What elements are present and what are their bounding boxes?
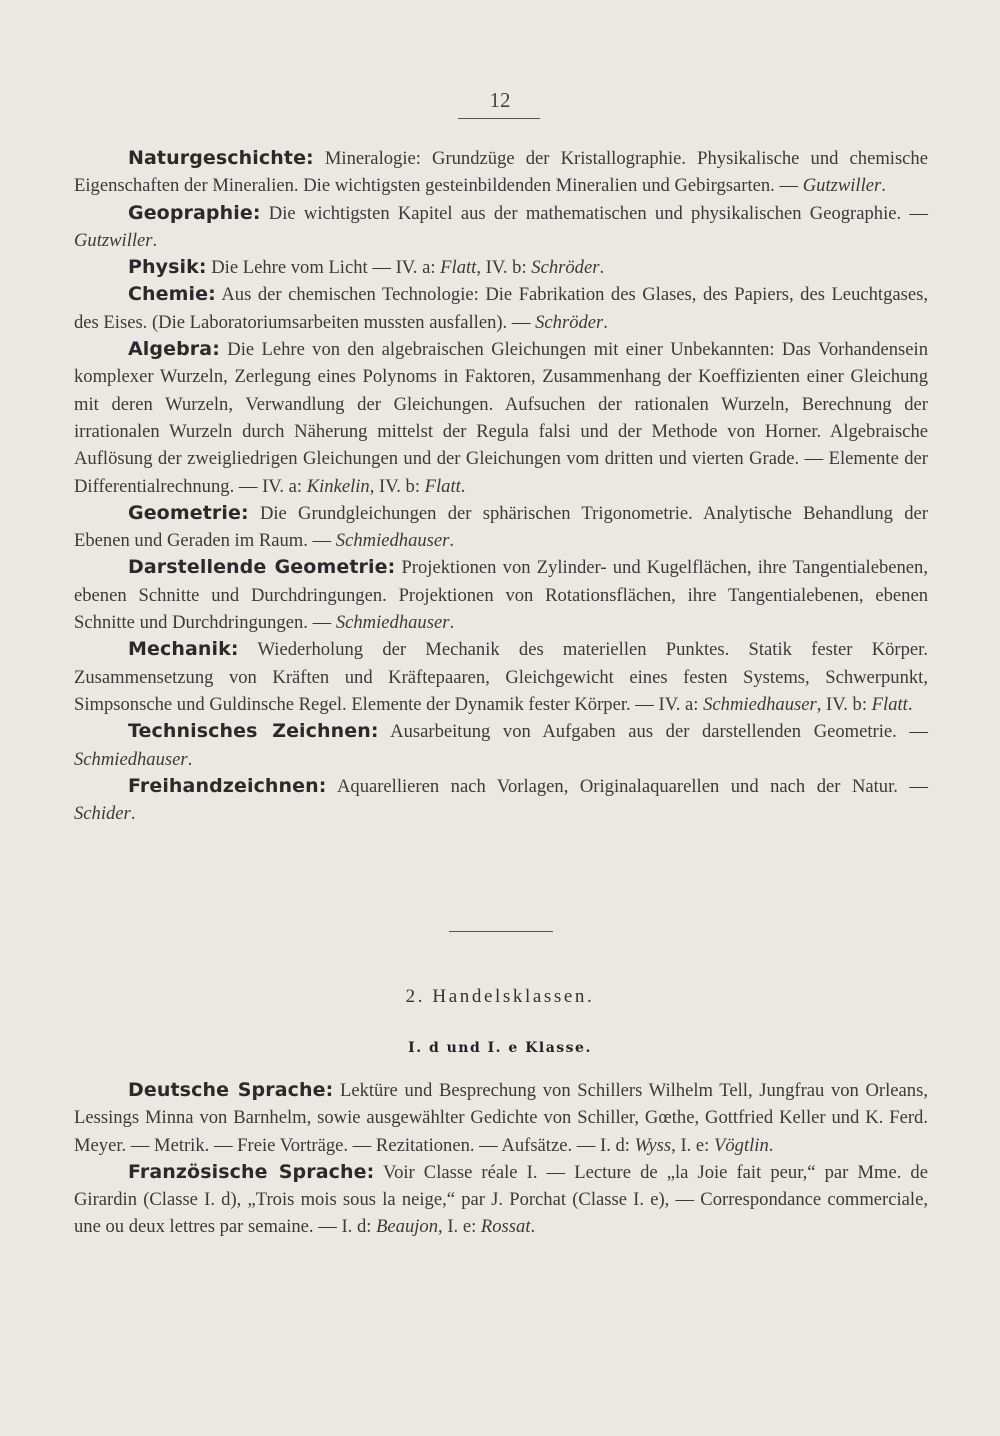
subject-heading: Naturgeschichte: [128, 147, 314, 169]
class-separator: , I. e: [438, 1216, 481, 1238]
punctuation: . [603, 311, 608, 333]
subject-entry [74, 281, 928, 336]
teacher-name: Wyss [634, 1134, 672, 1156]
subject-entry [74, 1077, 928, 1159]
punctuation: . [187, 748, 193, 770]
subject-entry [74, 1159, 928, 1241]
subject-description: Die Grundgleichungen der sphärischen Trigonometrie. Analytische Behandlung der Ebenen und Geraden im Raum. — [74, 502, 928, 552]
class-separator: , I. e: [671, 1134, 714, 1156]
subject-entry [74, 336, 928, 500]
subject-heading: Geometrie: [128, 501, 249, 524]
page-number: 12 [489, 88, 511, 112]
top-rule [458, 118, 540, 119]
subject-heading: Technisches Zeichnen: [128, 720, 379, 743]
subject-heading: Freihandzeichnen: [128, 774, 327, 797]
subject-heading: Algebra: [128, 338, 220, 361]
punctuation: . [530, 1216, 536, 1238]
subject-entry [74, 200, 928, 255]
punctuation: . [460, 475, 466, 497]
subject-description: Wiederholung der Mechanik des materiellen Punktes. Statik fester Körper. Zusammensetzung von Kräften und Kräftepaaren, Gleichgewicht eines festen Systems, Schwerpunkt, Simpsonsche und Guldinsche Regel. Elemente der Dynamik fester Körper. — IV. a: [74, 639, 928, 715]
punctuation: . [152, 229, 158, 251]
subject-description: Lektüre und Besprechung von Schillers Wilhelm Tell, Jungfrau von Orleans, Lessings Minna von Barnhelm, sowie ausgewählter Gedichte von Schiller, Gœthe, Gottfried Keller und K. Ferd. Meyer. — Metrik. — Freie Vorträge. — Rezitationen. — Aufsätze. — I. d: [74, 1080, 928, 1156]
section-title: 2. Handelsklassen. [405, 986, 595, 1007]
teacher-name: Gutzwiller [74, 229, 153, 251]
subject-description: Mineralogie: Grundzüge der Kristallographie. Physikalische und chemische Eigenschaften der Mineralien. Die wichtigsten gesteinbildenden Mineralien und Gebirgsarten. — [74, 148, 928, 197]
teacher-name: Kinkelin [306, 475, 370, 497]
subject-heading: Mechanik: [128, 638, 239, 661]
subject-description: Ausarbeitung von Aufgaben aus der darstellenden Geometrie. — [378, 721, 928, 743]
teacher-name: Schmiedhauser [335, 612, 450, 634]
curriculum-block-commerce [74, 1077, 928, 1241]
teacher-name: Beaujon [376, 1216, 439, 1238]
subject-entry [74, 500, 928, 555]
subject-heading: Chemie: [128, 283, 216, 306]
subject-heading: Geopraphie: [128, 201, 261, 224]
teacher-name: Schröder [535, 311, 604, 333]
punctuation: . [768, 1134, 774, 1156]
subject-description: Die Lehre von den algebraischen Gleichungen mit einer Unbekannten: Das Vorhandensein komplexer Wurzeln, Zerlegung eines Polynoms in Faktoren, Zusammenhang der Koeffizienten einer Gleichung mit deren Wurzeln, Verwandlung der Gleichungen. Aufsuchen der rationalen Wurzeln, Berechnung der irrationalen Wurzeln durch Näherung mittelst der Regula falsi und der Methode von Horner. Algebraische Auflösung der zweigliedrigen Gleichungen und der Gleichungen vom dritten und vierten Grade. — Elemente der Differentialrechnung. — IV. a: [74, 339, 928, 497]
subject-description: Die Lehre vom Licht — IV. a: [206, 257, 441, 279]
teacher-name: Schröder [531, 257, 600, 279]
subject-entry [74, 554, 928, 636]
class-title: I. d und I. e Klasse. [408, 1040, 592, 1056]
punctuation: . [449, 530, 455, 552]
teacher-name: Gutzwiller [802, 175, 882, 197]
class-separator: , IV. b: [476, 257, 532, 279]
teacher-name: Schmiedhauser [703, 693, 817, 715]
subject-heading: Physik: [128, 256, 207, 279]
subject-heading: Französische Sprache: [128, 1160, 375, 1183]
class-separator: , IV. b: [816, 693, 872, 715]
class-separator: , IV. b: [369, 475, 425, 497]
teacher-name: Schmiedhauser [74, 748, 188, 770]
subject-entry [74, 254, 928, 281]
subject-heading: Deutsche Sprache: [128, 1079, 334, 1101]
teacher-name: Rossat [480, 1216, 531, 1238]
subject-description: Die wichtigsten Kapitel aus der mathematischen und physikalischen Geographie. — [260, 202, 928, 224]
punctuation: . [907, 693, 913, 715]
subject-description: Voir Classe réale I. — Lecture de „la Joie fait peur,“ par Mme. de Girardin (Classe I. d), „Trois mois sous la neige,“ par J. Porchat (Classe I. e), — Correspondance commerciale, une ou deux lettres par semaine. — I. d: [74, 1161, 928, 1238]
subject-description: Aus der chemischen Technologie: Die Fabrikation des Glases, des Papiers, des Leuchtgases, des Eises. (Die Laboratoriumsarbeiten mussten ausfallen). — [74, 284, 928, 333]
teacher-name: Schmiedhauser [335, 530, 450, 552]
section-divider [449, 931, 553, 932]
teacher-name: Schider [74, 803, 131, 825]
teacher-name: Vögtlin [714, 1134, 769, 1156]
punctuation: . [449, 612, 455, 634]
subject-entry [74, 636, 928, 718]
punctuation: . [881, 175, 886, 197]
subject-entry [74, 773, 928, 828]
subject-description: Aquarellieren nach Vorlagen, Originalaquarellen und nach der Natur. — [326, 775, 928, 797]
punctuation: . [130, 803, 136, 825]
teacher-name: Flatt [440, 257, 477, 279]
subject-entry [74, 718, 928, 773]
subject-heading: Darstellende Geometrie: [128, 556, 396, 579]
punctuation: . [599, 257, 605, 279]
curriculum-block-real [74, 145, 928, 827]
teacher-name: Flatt [424, 475, 461, 497]
teacher-name: Flatt [871, 693, 908, 715]
subject-description: Projektionen von Zylinder- und Kugelflächen, ihre Tangentialebenen, ebenen Schnitte und Durchdringungen. Projektionen von Rotationsflächen, ihre Tangentialebenen, ebenen Schnitte und Durchdringungen. — [74, 557, 929, 634]
subject-entry [74, 145, 928, 200]
